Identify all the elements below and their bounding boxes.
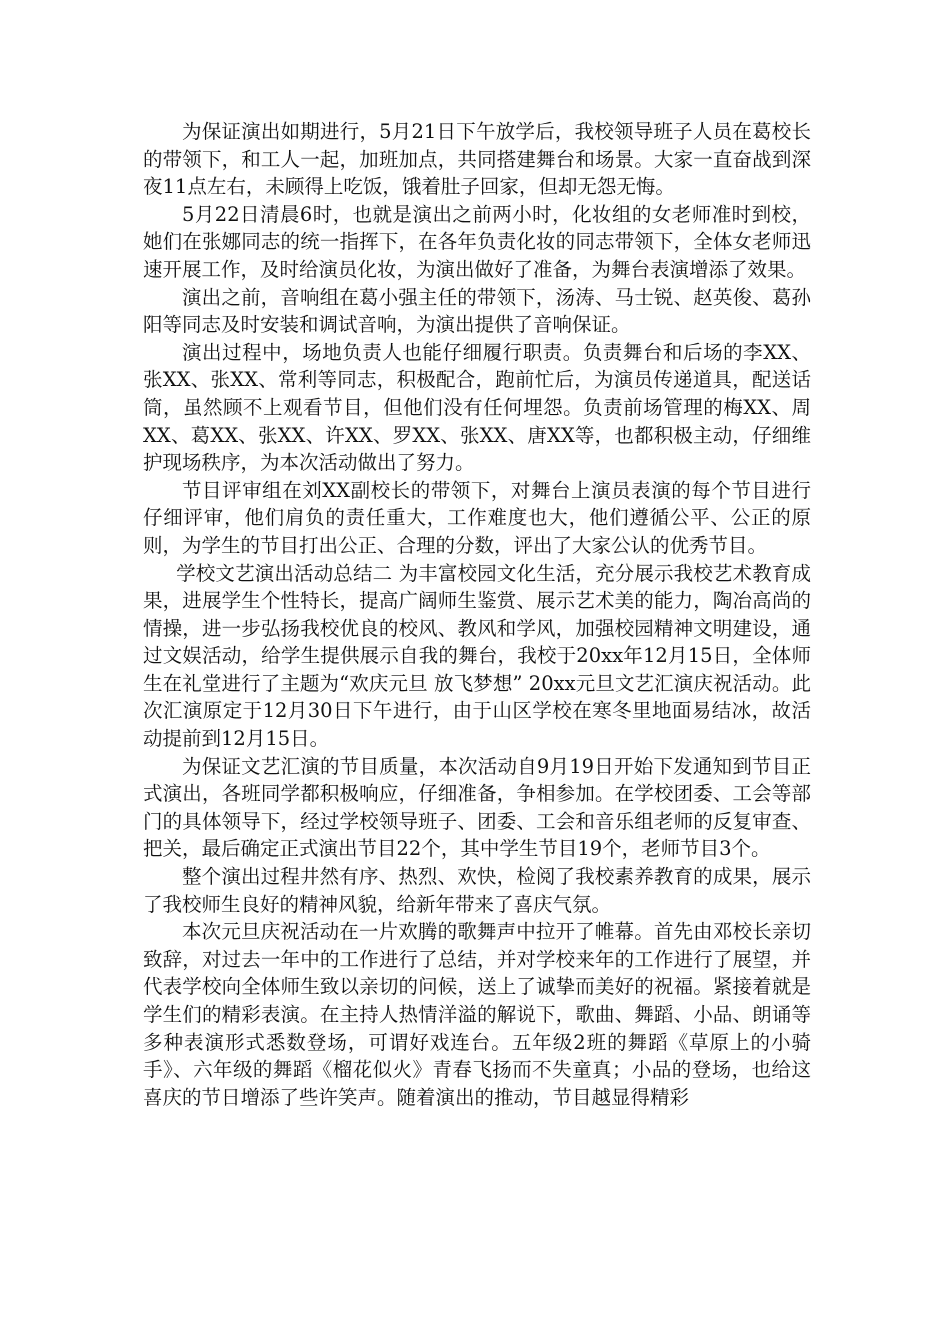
paragraph-performance-order: 整个演出过程井然有序、热烈、欢快，检阅了我校素养教育的成果，展示了我校师生良好的精神风貌，给新年带来了喜庆气氛。 — [143, 865, 811, 916]
paragraph-makeup-team: 5月22日清晨6时，也就是演出之前两小时，化妆组的女老师准时到校，她们在张娜同志的统一指挥下，在各年负责化妆的同志带领下，全体女老师迅速开展工作，及时给演员化妆，为演出做好了准备，为舞台表演增添了效果。 — [143, 202, 811, 281]
paragraph-judging-panel: 节目评审组在刘XX副校长的带领下，对舞台上演员表演的每个节目进行仔细评审，他们肩负的责任重大，工作难度也大，他们遵循公平、公正的原则，为学生的节目打出公正、合理的分数，评出了大家公认的优秀节目。 — [143, 478, 811, 557]
paragraph-summary-two: 学校文艺演出活动总结二 为丰富校园文化生活，充分展示我校艺术教育成果，进展学生个性特长，提高广阔师生鉴赏、展示艺术美的能力，陶冶高尚的情操，进一步弘扬我校优良的校风、教风和学风，加强校园精神文明建设，通过文娱活动，给学生提供展示自我的舞台，我校于20xx年12月15日，全体师生在礼堂进行了主题为“欢庆元旦 放飞梦想” 20xx元旦文艺汇演庆祝活动。此次汇演原定于12月30日下午进行，由于山区学校在寒冬里地面易结冰，故活动提前到12月15日。 — [143, 561, 811, 751]
paragraph-celebration: 本次元旦庆祝活动在一片欢腾的歌舞声中拉开了帷幕。首先由邓校长亲切致辞，对过去一年中的工作进行了总结，并对学校来年的工作进行了展望，并代表学校向全体师生致以亲切的问候，送上了诚挚而美好的祝福。紧接着就是学生们的精彩表演。在主持人热情洋溢的解说下，歌曲、舞蹈、小品、朗诵等多种表演形式悉数登场，可谓好戏连台。五年级2班的舞蹈《草原上的小骑手》、六年级的舞蹈《榴花似火》青春飞扬而不失童真；小品的登场，也给这喜庆的节日增添了些许笑声。随着演出的推动，节目越显得精彩 — [143, 920, 811, 1109]
document-body — [143, 118, 811, 1111]
paragraph-sound-team: 演出之前，音响组在葛小强主任的带领下，汤涛、马士锐、赵英俊、葛孙阳等同志及时安装和调试音响，为演出提供了音响保证。 — [143, 285, 811, 337]
paragraph-stage-setup: 为保证演出如期进行，5月21日下午放学后，我校领导班子人员在葛校长的带领下，和工人一起，加班加点，共同搭建舞台和场景。大家一直奋战到深夜11点左右，未顾得上吃饭，饿着肚子回家，但却无怨无悔。 — [143, 120, 811, 199]
paragraph-program-quality: 为保证文艺汇演的节目质量，本次活动自9月19日开始下发通知到节目正式演出，各班同学都积极响应，仔细准备，争相参加。在学校团委、工会等部门的具体领导下，经过学校领导班子、团委、工会和音乐组老师的反复审查、把关，最后确定正式演出节目22个，其中学生节目19个，老师节目3个。 — [143, 754, 811, 861]
paragraph-venue-staff: 演出过程中，场地负责人也能仔细履行职责。负责舞台和后场的李XX、张XX、张XX、常利等同志，积极配合，跑前忙后，为演员传递道具，配送话筒，虽然顾不上观看节目，但他们没有任何埋怨。负责前场管理的梅XX、周XX、葛XX、张XX、许XX、罗XX、张XX、唐XX等，也都积极主动，仔细维护现场秩序，为本次活动做出了努力。 — [143, 340, 811, 475]
